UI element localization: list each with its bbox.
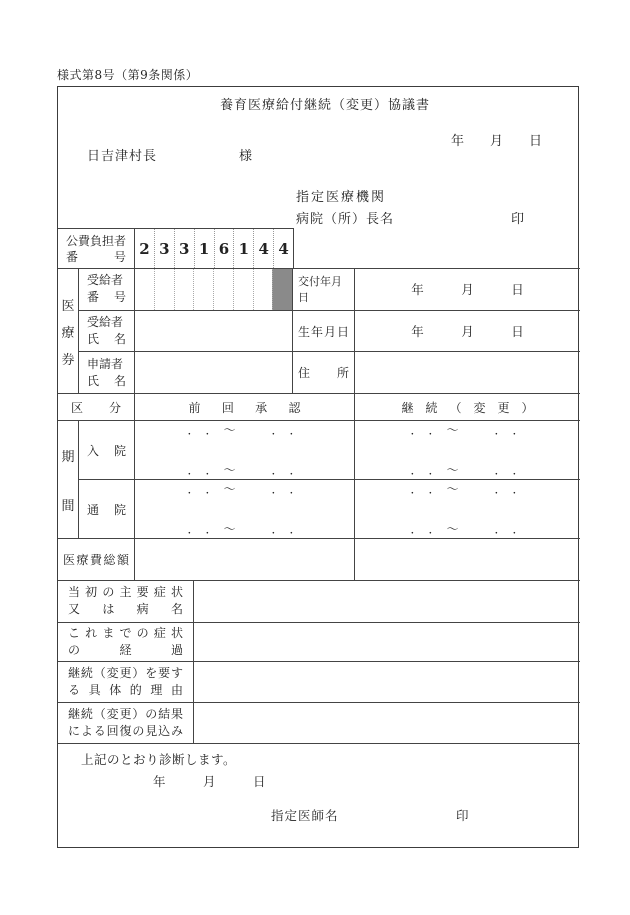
initial-symptoms-field xyxy=(194,581,580,622)
label-line: 生年月日 xyxy=(298,324,349,339)
period-date-line: ． ． ～ ． ． xyxy=(187,423,302,437)
payer-number-digit-cells xyxy=(135,229,293,268)
period-side-label xyxy=(58,421,79,538)
number-cell xyxy=(253,269,273,310)
medical-voucher-side-label xyxy=(58,269,79,393)
period-date-line: ． ． ～ ． ． xyxy=(410,522,525,536)
address-field xyxy=(355,352,580,393)
form-title: 養育医療給付継続（変更）協議書 xyxy=(219,98,430,113)
issue-date-label: 交付年月日 xyxy=(293,269,355,310)
payer-digit-cell: 1 xyxy=(194,229,214,268)
recipient-name-field xyxy=(135,311,293,352)
form-border xyxy=(57,86,579,848)
total-cost-previous-cell xyxy=(135,539,355,580)
recovery-prospect-row xyxy=(58,702,580,743)
label-line: 氏名 xyxy=(87,373,126,388)
category-label xyxy=(58,394,135,420)
designated-institution-label: 指定医療機関 xyxy=(296,190,387,205)
period-char: 期 xyxy=(61,449,75,465)
number-cell xyxy=(135,269,154,310)
continuation-change-header xyxy=(355,394,580,420)
continuation-reason-field xyxy=(194,662,580,703)
symptom-course-row xyxy=(58,622,580,661)
payer-label-line2: 番号 xyxy=(66,249,126,264)
period-section xyxy=(58,420,580,538)
label-line: 又は病名 xyxy=(68,602,183,617)
payer-digit-cell: 6 xyxy=(214,229,234,268)
label-line: による回復の見込み xyxy=(68,724,183,739)
outpatient-previous-cell xyxy=(135,480,355,538)
total-medical-cost-label xyxy=(58,539,135,580)
public-payer-number-label xyxy=(58,229,135,268)
label-line: 入院 xyxy=(87,443,126,458)
issue-date-value: 年 月 日 xyxy=(411,282,524,298)
label-line: 当初の主要症状 xyxy=(68,585,183,600)
applicant-name-label xyxy=(79,352,135,393)
recipient-number-row xyxy=(79,269,580,310)
payer-label-line1: 公費負担者 xyxy=(66,233,127,248)
initial-symptoms-label xyxy=(58,581,194,622)
outpatient-continuation-cell xyxy=(355,480,580,538)
hospitalization-label xyxy=(79,421,135,479)
birth-date-value: 年 月 日 xyxy=(411,324,524,339)
period-date-line: ． ． ～ ． ． xyxy=(410,482,525,496)
addressee-honorific: 様 xyxy=(239,149,253,164)
payer-digit-cell: 4 xyxy=(253,229,273,268)
header-date-line: 年 月 日 xyxy=(450,134,542,149)
diagnosis-statement: 上記のとおり診断します。 xyxy=(81,752,237,767)
label-line: 氏名 xyxy=(87,332,126,346)
hospitalization-continuation-cell xyxy=(355,421,580,479)
label-line: る具体的理由 xyxy=(68,682,183,697)
continuation-reason-row xyxy=(58,661,580,703)
number-cell xyxy=(174,269,194,310)
outpatient-period-row xyxy=(79,479,580,538)
recovery-prospect-field xyxy=(194,703,580,743)
initial-symptoms-row xyxy=(58,581,580,622)
label-line: 継続（変更）の結果 xyxy=(68,707,183,722)
payer-digit-cell: 1 xyxy=(233,229,253,268)
continuation-reason-label xyxy=(58,662,194,703)
label-line: 区分 xyxy=(71,400,121,415)
payer-digit-cell: 2 xyxy=(139,239,150,258)
director-seal-mark: 印 xyxy=(511,212,525,227)
addressee-name: 日吉津村長 xyxy=(87,149,158,164)
voucher-char: 療 xyxy=(61,325,75,341)
label-line: 継続（変更） xyxy=(401,400,534,415)
symptom-course-label xyxy=(58,623,194,661)
footer-date-line: 年 月 日 xyxy=(153,774,266,789)
label-line: これまでの症状 xyxy=(68,625,183,640)
number-cell xyxy=(193,269,213,310)
period-date-line: ． ． ～ ． ． xyxy=(410,423,525,437)
label-line: 番号 xyxy=(87,290,126,305)
period-char: 間 xyxy=(61,498,75,514)
payer-digit-cell: 3 xyxy=(174,229,194,268)
label-line: 受給者 xyxy=(87,273,124,288)
description-rows-section xyxy=(58,580,580,743)
number-cell xyxy=(154,269,174,310)
voucher-char: 医 xyxy=(61,298,75,314)
designated-doctor-label: 指定医師名 xyxy=(271,808,339,823)
total-medical-cost-row xyxy=(58,538,580,580)
label-line: 医療費総額 xyxy=(63,553,129,567)
label-line: 前回承認 xyxy=(188,400,301,415)
payer-digit-cell: 4 xyxy=(273,229,293,268)
previous-approval-header xyxy=(135,394,355,420)
recovery-prospect-label xyxy=(58,703,194,743)
medical-voucher-section xyxy=(58,268,580,393)
symptom-course-field xyxy=(194,623,580,661)
label-line: 受給者 xyxy=(87,315,124,329)
hospital-director-label: 病院（所）長名 xyxy=(296,212,395,227)
voucher-char: 券 xyxy=(61,352,75,368)
number-cell xyxy=(233,269,253,310)
applicant-name-field xyxy=(135,352,293,393)
label-line: 申請者 xyxy=(87,356,124,371)
category-header-row xyxy=(58,393,580,420)
total-cost-continuation-cell xyxy=(355,539,580,580)
applicant-name-row xyxy=(79,351,580,393)
period-date-line: ． ． ～ ． ． xyxy=(410,463,525,477)
period-date-line: ． ． ～ ． ． xyxy=(187,482,302,496)
label-line: 継続（変更）を要す xyxy=(68,665,183,680)
period-date-line: ． ． ～ ． ． xyxy=(187,522,302,536)
label-line: 通院 xyxy=(87,502,126,517)
number-cell xyxy=(213,269,233,310)
recipient-number-label xyxy=(79,269,135,310)
payer-digit-cell: 3 xyxy=(154,229,174,268)
hospitalization-period-row xyxy=(79,421,580,479)
form-number-caption: 様式第8号（第9条関係） xyxy=(57,68,199,82)
outpatient-label xyxy=(79,480,135,538)
recipient-name-row xyxy=(79,310,580,352)
doctor-signature-section xyxy=(58,743,580,848)
recipient-number-cells xyxy=(135,269,293,310)
period-date-line: ． ． ～ ． ． xyxy=(187,463,302,477)
label-line: 住所 xyxy=(298,366,349,381)
doctor-seal-mark: 印 xyxy=(456,808,469,823)
label-line: の経過 xyxy=(68,642,183,657)
public-payer-number-box xyxy=(58,228,294,268)
recipient-name-label xyxy=(79,311,135,352)
birth-date-label xyxy=(293,311,355,352)
hospitalization-previous-cell xyxy=(135,421,355,479)
address-label xyxy=(293,352,355,393)
shaded-number-cell xyxy=(272,269,292,310)
